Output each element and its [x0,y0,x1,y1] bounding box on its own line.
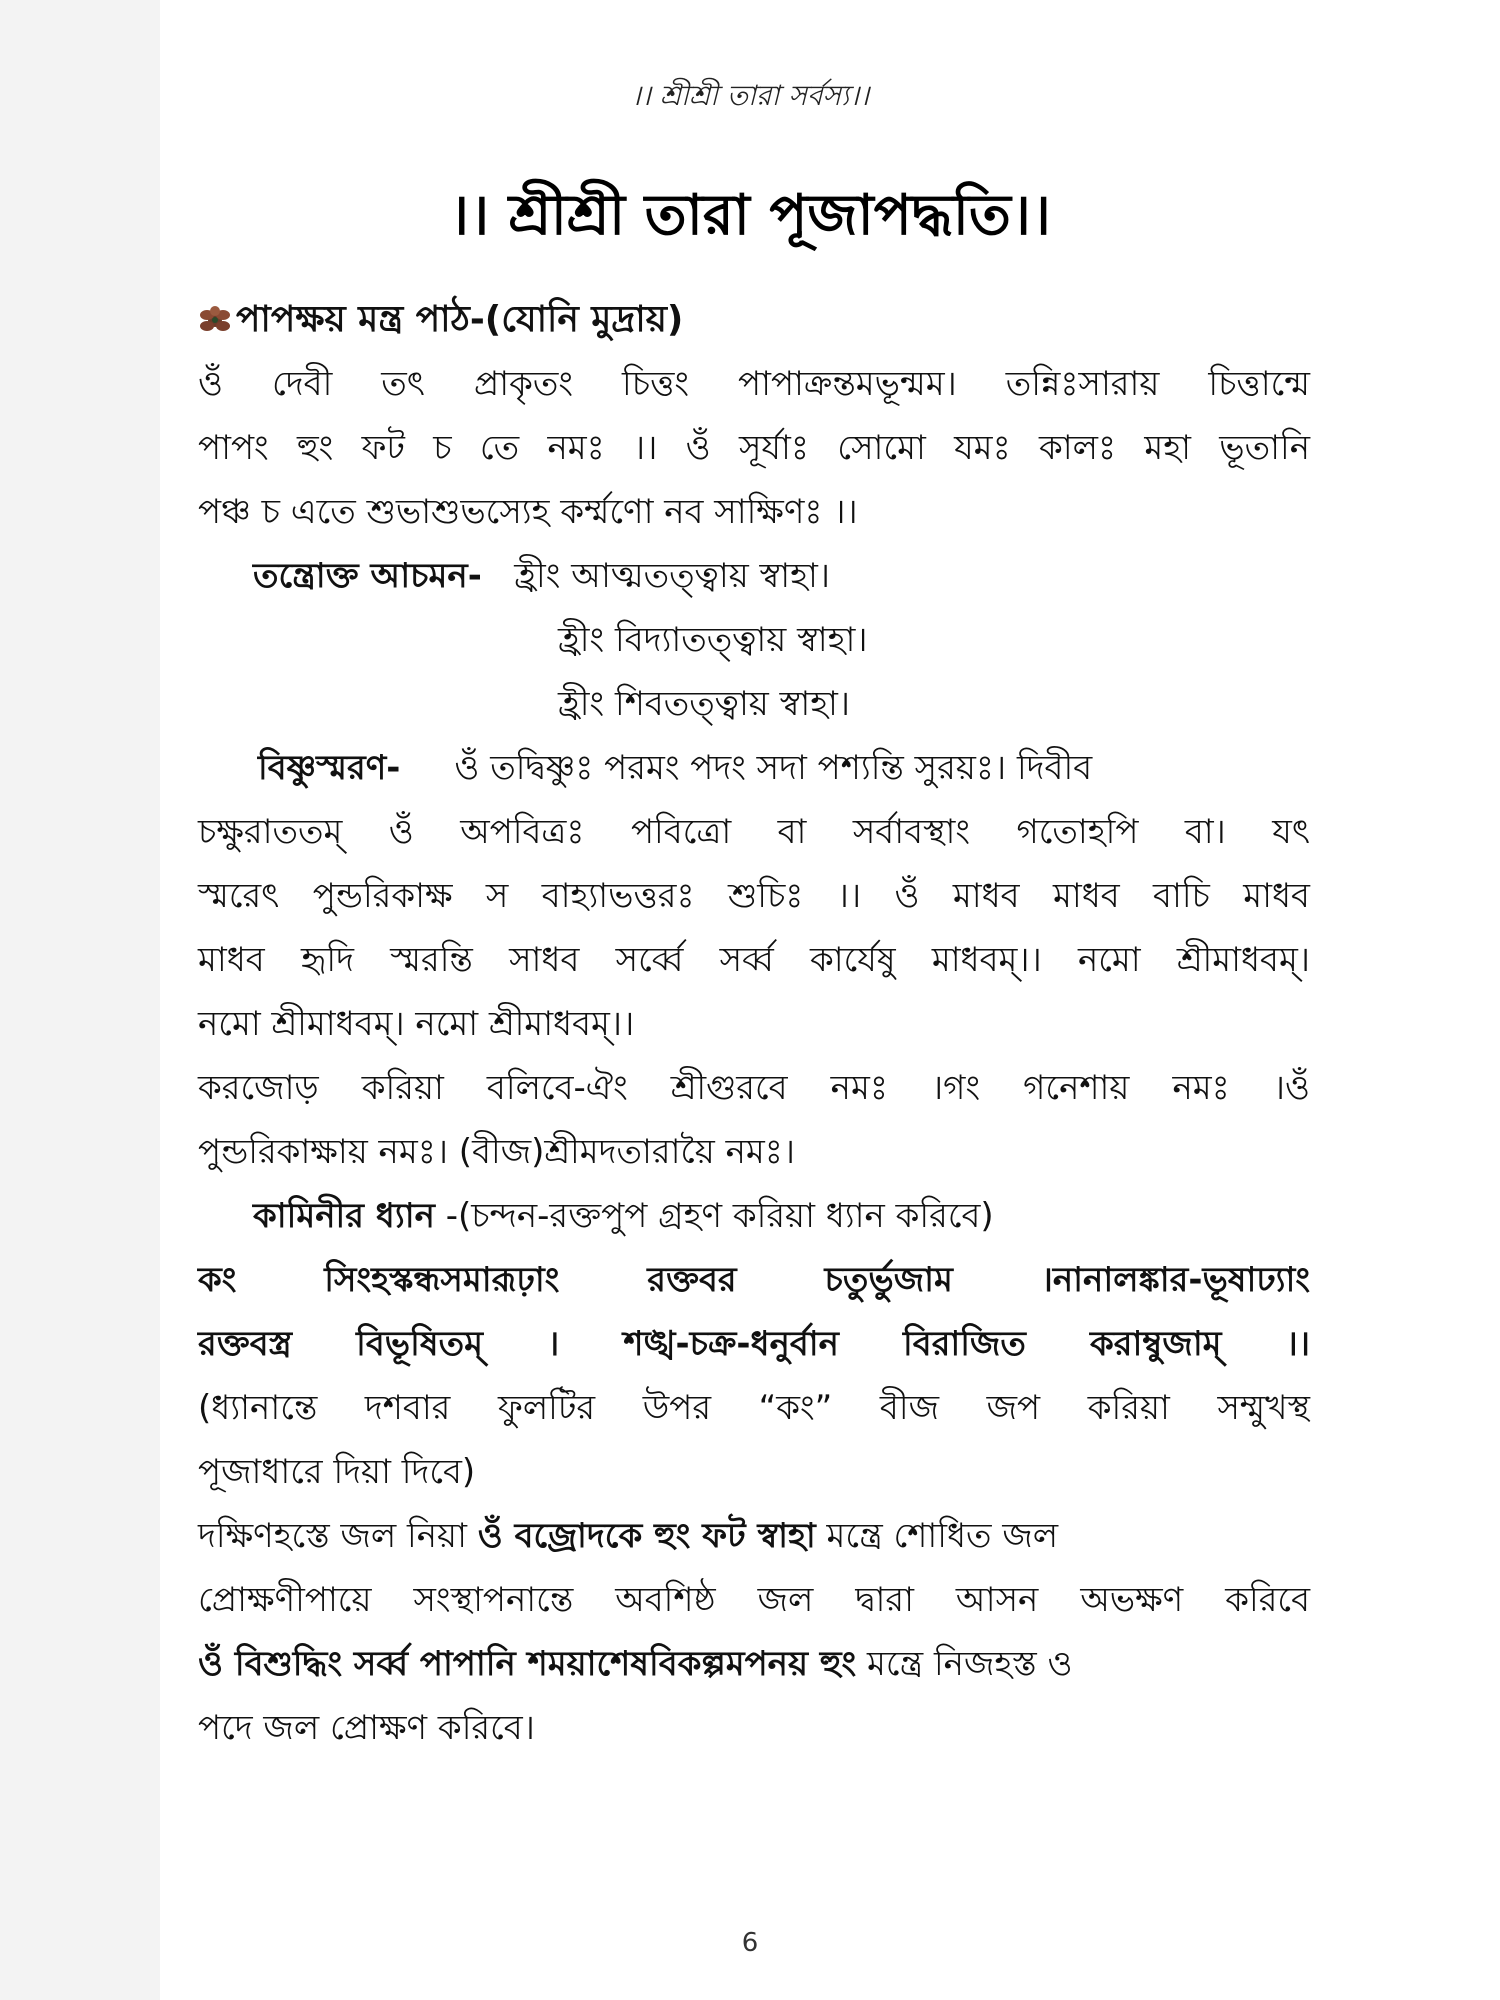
dhyan-note-line: (ধ্যানান্তে দশবার ফুলটির উপর “কং” বীজ জপ করিয়া সম্মুখস্থ [198,1388,1310,1428]
vishnu-smaran-line: চক্ষুরাততম্ ওঁ অপবিত্রঃ পবিত্রো বা সর্বাবস্থাং গতোহপি বা। যৎ [198,812,1310,852]
left-margin [0,0,160,2000]
dhyan-label: কামিনীর ধ্যান [253,1196,435,1236]
dhyan-note: -(চন্দন-রক্তপুপ গ্রহণ করিয়া ধ্যান করিবে) [445,1196,994,1236]
vishnu-smaran-line [198,736,1310,800]
karajor-line: পুন্ডরিকাক্ষায় নমঃ। (বীজ)শ্রীমদতারায়ৈ নমঃ। [198,1132,796,1172]
closing-mantra: ওঁ বিশুদ্ধিং সর্ব্ব পাপানি শময়াশেষবিকল্পমপনয় হুং [198,1644,857,1684]
mantra-line: ওঁ দেবী তৎ প্রাকৃতং চিত্তং পাপাক্রন্তমভূন্মম। তন্নিঃসারায় চিত্তান্মে [198,364,1310,404]
achaman-text: হ্রীং আত্মতত্ত্বায় স্বাহা। [514,556,830,596]
closing-text: মন্ত্রে শোধিত জল [815,1516,1059,1556]
page-title: ।। শ্রীশ্রী তারা পূজাপদ্ধতি।। [449,183,1051,248]
running-header: ।। শ্রীশ্রী তারা সর্বস্য।। [630,79,870,112]
closing-line [198,1632,1310,1696]
dhyan-note-line: পূজাধারে দিয়া দিবে) [198,1452,476,1492]
page-number: 6 [741,1928,759,1958]
section-heading [198,288,1310,352]
dhyan-heading [198,1184,1310,1248]
vishnu-smaran-text: ওঁ তদ্বিষ্ণুঃ পরমং পদং সদা পশ্যন্তি সুরয়ঃ। দিবীব [454,748,1093,788]
vishnu-smaran-label: বিষ্ণুস্মরণ- [258,748,401,788]
dhyan-mantra-line: রক্তবস্ত্র বিভূষিতম্ । শঙ্খ-চক্র-ধনুর্বান বিরাজিত করাম্বুজাম্ ।। [198,1324,1310,1364]
mantra-line: পাপং হুং ফট চ তে নমঃ ।। ওঁ সূর্যাঃ সোমো যমঃ কালঃ মহা ভূতানি [198,428,1310,468]
closing-line: প্রোক্ষণীপায়ে সংস্থাপনান্তে অবশিষ্ঠ জল দ্বারা আসন অভক্ষণ করিবে [198,1580,1310,1620]
closing-mantra: ওঁ বজ্রোদকে হুং ফট স্বাহা [477,1516,816,1556]
body-text [198,288,1310,1760]
karajor-line: করজোড় করিয়া বলিবে-ঐং শ্রীগুরবে নমঃ ।গং গনেশায় নমঃ ।ওঁ [198,1068,1310,1108]
vishnu-smaran-line: স্মরেৎ পুন্ডরিকাক্ষ স বাহ্যাভত্তরঃ শুচিঃ ।। ওঁ মাধব মাধব বাচি মাধব [198,876,1310,916]
vishnu-smaran-line: নমো শ্রীমাধবম্। নমো শ্রীমাধবম্।। [198,1004,635,1044]
book-page [160,0,1340,2000]
achaman-line [198,544,1310,608]
dhyan-mantra-line: কং সিংহস্কন্ধসমারূঢ়াং রক্তবর চতুর্ভুজাম ।নানালঙ্কার-ভূষাঢ্যাং [198,1260,1310,1300]
section-heading-text: পাপক্ষয় মন্ত্র পাঠ-(যোনি মুদ্রায়) [236,299,684,340]
mantra-line: পঞ্চ চ এতে শুভাশুভস্যেহ কর্ম্মণো নব সাক্ষিণঃ ।। [198,492,858,532]
flower-icon [198,305,232,335]
closing-text: মন্ত্রে নিজহস্ত ও [856,1644,1073,1684]
closing-line [198,1504,1310,1568]
achaman-line: হ্রীং বিদ্যাতত্ত্বায় স্বাহা। [558,620,868,660]
achaman-line: হ্রীং শিবতত্ত্বায় স্বাহা। [558,684,851,724]
vishnu-smaran-line: মাধব হৃদি স্মরন্তি সাধব সর্ব্বে সর্ব্ব কার্যেষু মাধবম্।। নমো শ্রীমাধবম্। [198,940,1310,980]
achaman-label: তন্ত্রোক্ত আচমন- [253,556,482,596]
closing-line: পদে জল প্রোক্ষণ করিবে। [198,1708,535,1748]
closing-text: দক্ষিণহস্তে জল নিয়া [198,1516,478,1556]
